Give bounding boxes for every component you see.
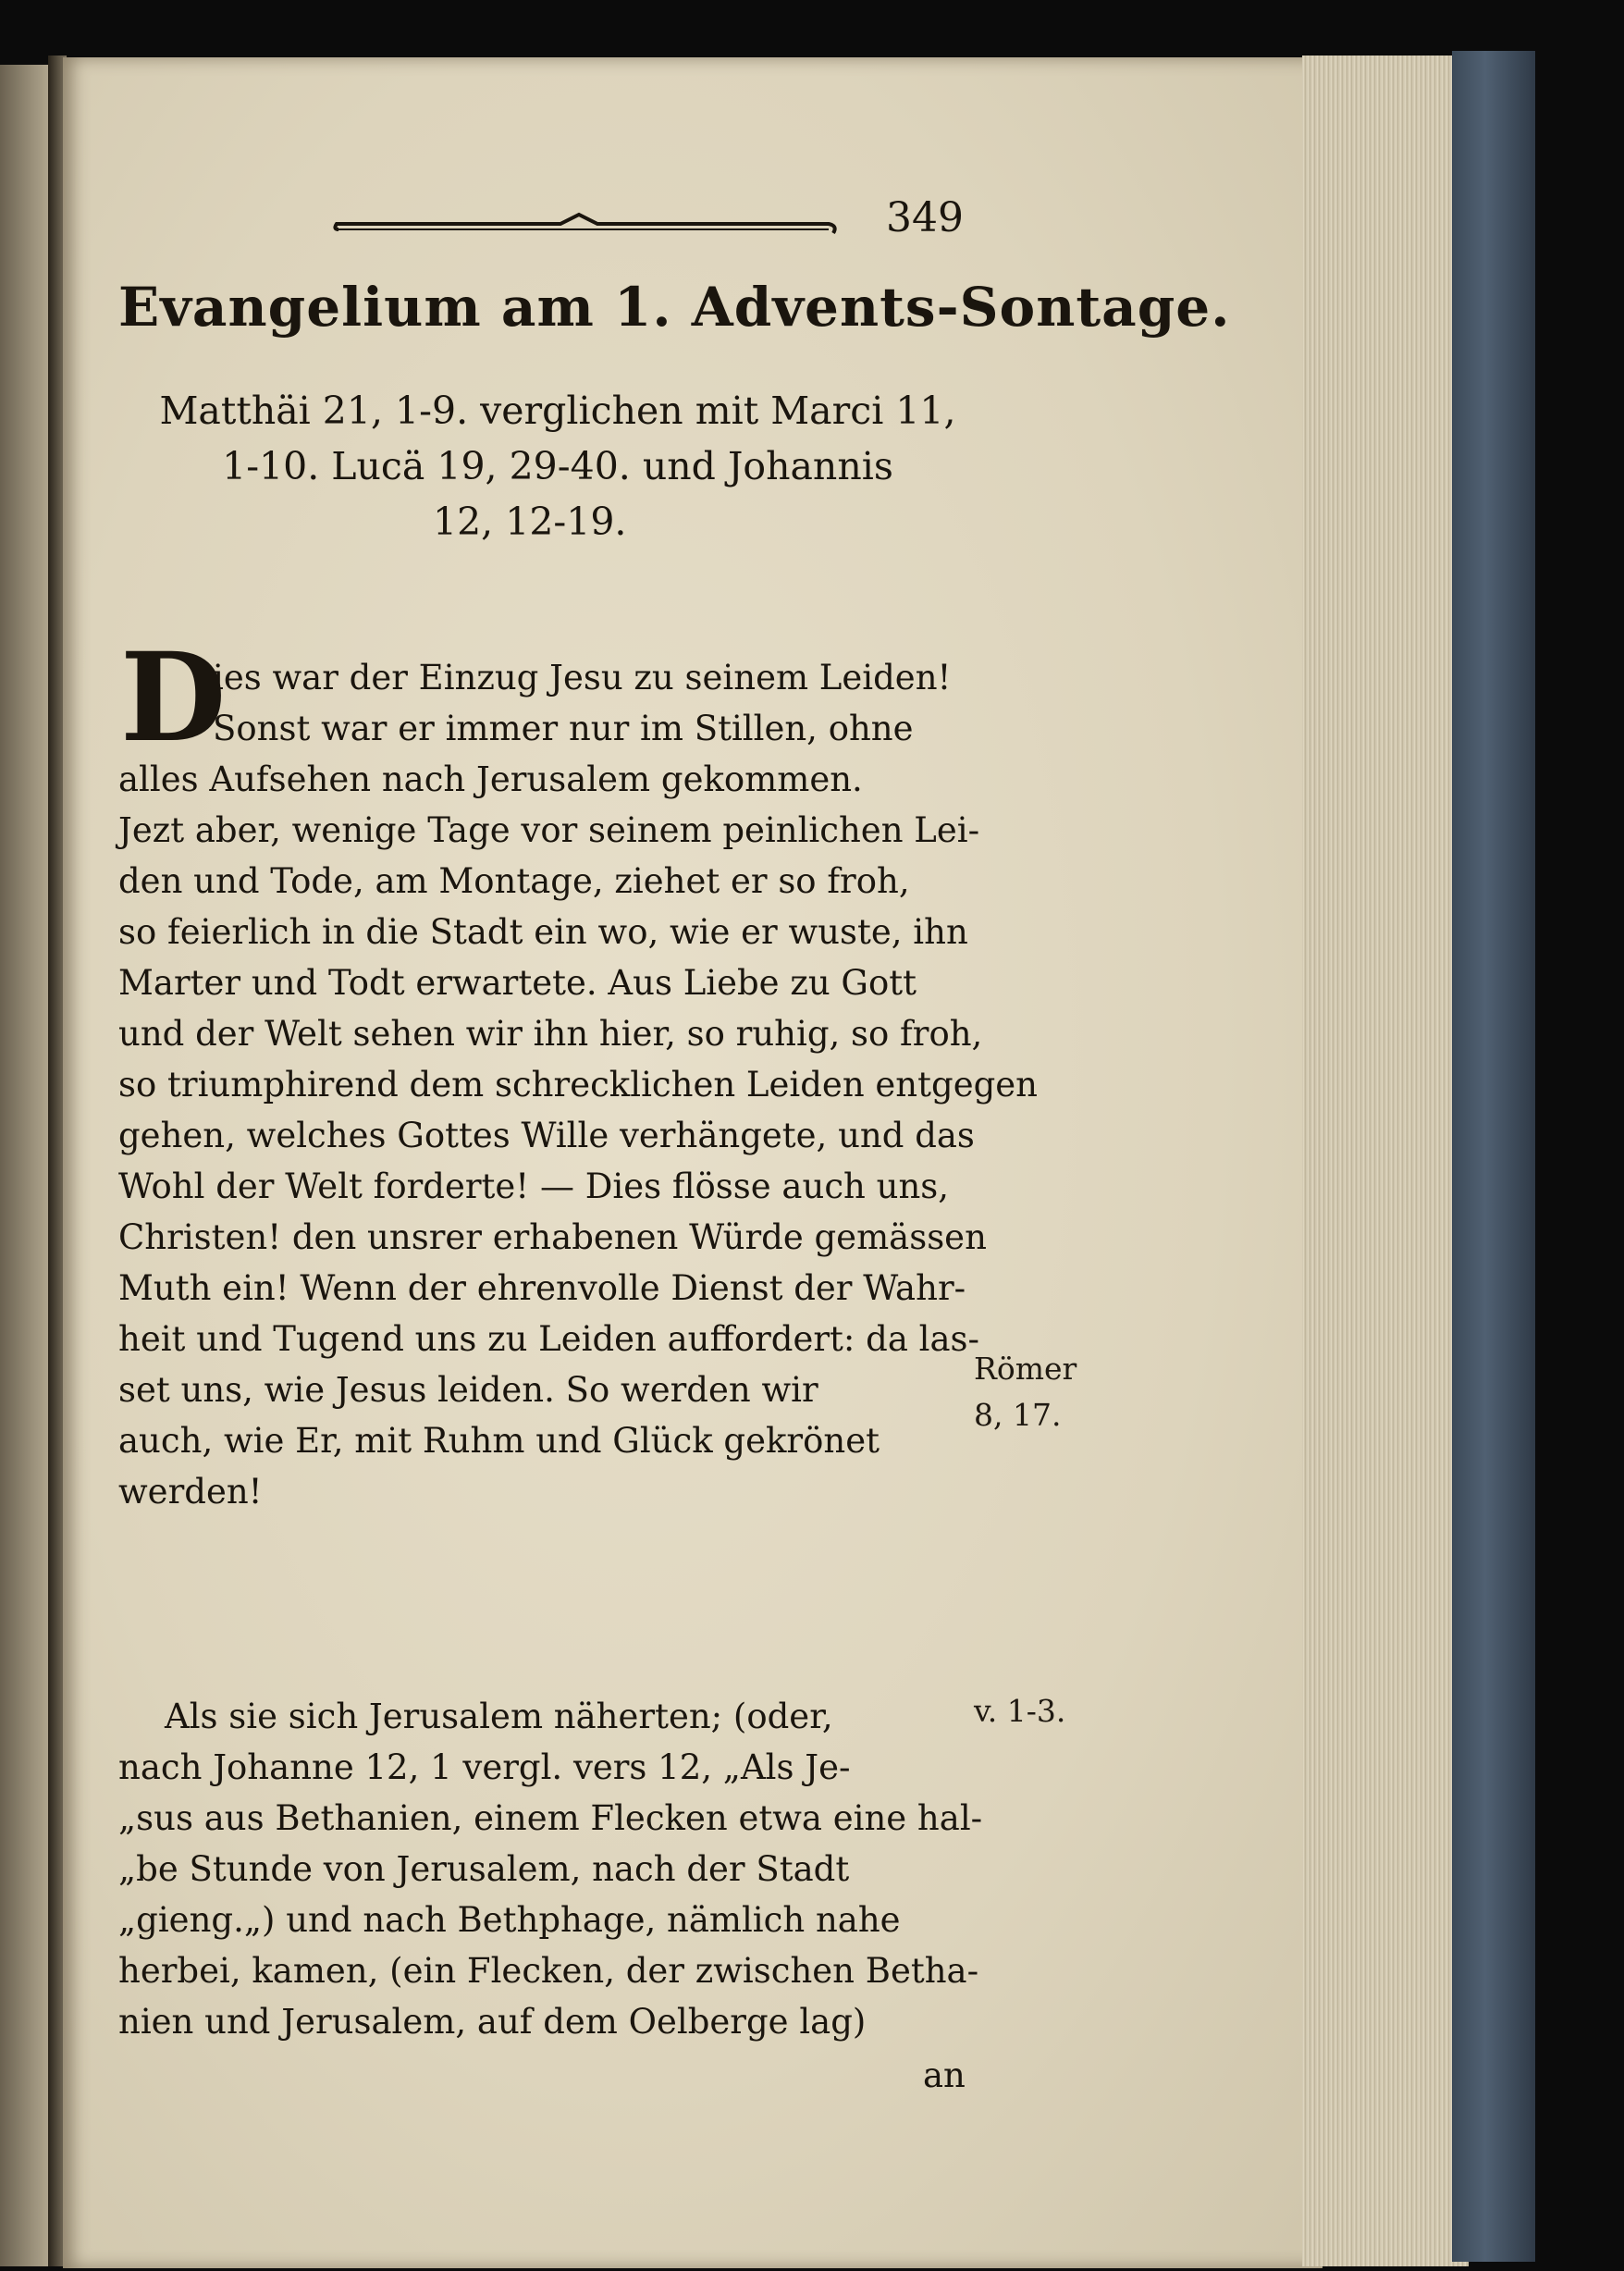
page-content [118, 194, 1231, 2095]
dropcap [120, 626, 227, 770]
scripture-reference [118, 383, 997, 549]
text-line: „be Stunde von Jerusalem, nach der Stadt [118, 1849, 850, 1889]
running-header [118, 194, 1043, 259]
reference-line: Matthäi 21, 1-9. verglichen mit Marci 11, [159, 389, 956, 433]
text-line: heit und Tugend uns zu Leiden auffordert: da las- [118, 1319, 980, 1359]
margin-note: v. 1-3. [974, 1693, 1066, 1729]
text-line: werden! [118, 1472, 263, 1512]
text-line: nach Johanne 12, 1 vergl. vers 12, „Als Je- [118, 1747, 851, 1787]
text-line: Sonst war er immer nur im Stillen, ohne [213, 709, 914, 748]
reference-line: 12, 12-19. [433, 500, 627, 544]
text-line: „sus aus Bethanien, einem Flecken etwa eine hal- [118, 1798, 983, 1838]
text-line: auch, wie Er, mit Ruhm und Glück gekrönet [118, 1421, 880, 1461]
text-line: Christen! den unsrer erhabenen Würde gemässen [118, 1217, 987, 1257]
text-line: ies war der Einzug Jesu zu seinem Leiden! [213, 658, 952, 697]
catchword: an [923, 2055, 966, 2095]
text-line: gehen, welches Gottes Wille verhängete, und das [118, 1116, 975, 1155]
page-number: 349 [886, 194, 964, 241]
margin-note: Römer [974, 1351, 1077, 1387]
text-line: alles Aufsehen nach Jerusalem gekommen. [118, 759, 863, 799]
text-line: und der Welt sehen wir ihn hier, so ruhig, so froh, [118, 1014, 983, 1054]
header-ornament-rule [329, 209, 838, 246]
margin-note: 8, 17. [974, 1397, 1062, 1433]
page-title: Evangelium am 1. Advents-Sontage. [118, 276, 1231, 339]
page-block-edges [1302, 56, 1469, 2266]
text-line: den und Tode, am Montage, ziehet er so froh, [118, 861, 910, 901]
text-line: Wohl der Welt forderte! — Dies flösse auch uns, [118, 1166, 950, 1206]
text-line: so feierlich in die Stadt ein wo, wie er wuste, ihn [118, 912, 968, 952]
text-line: Marter und Todt erwartete. Aus Liebe zu Gott [118, 963, 917, 1003]
dropcap-letter: D [120, 626, 227, 770]
book-cover-edge [1452, 51, 1535, 2262]
text-line: so triumphirend dem schrecklichen Leiden entgegen [118, 1065, 1038, 1105]
text-line: herbei, kamen, (ein Flecken, der zwischen Betha- [118, 1951, 979, 1991]
paragraph-2 [118, 1691, 983, 2047]
text-line: Muth ein! Wenn der ehrenvolle Dienst der Wahr- [118, 1268, 966, 1308]
text-line: Als sie sich Jerusalem näherten; (oder, [165, 1697, 833, 1736]
left-page-edge [0, 65, 55, 2266]
text-line: Jezt aber, wenige Tage vor seinem peinlichen Lei- [118, 810, 980, 850]
text-line: „gieng.„) und nach Bethphage, nämlich nahe [118, 1900, 901, 1940]
text-line: set uns, wie Jesus leiden. So werden wir [118, 1370, 818, 1410]
reference-line: 1-10. Lucä 19, 29-40. und Johannis [222, 444, 893, 488]
text-line: nien und Jerusalem, auf dem Oelberge lag) [118, 2002, 867, 2042]
